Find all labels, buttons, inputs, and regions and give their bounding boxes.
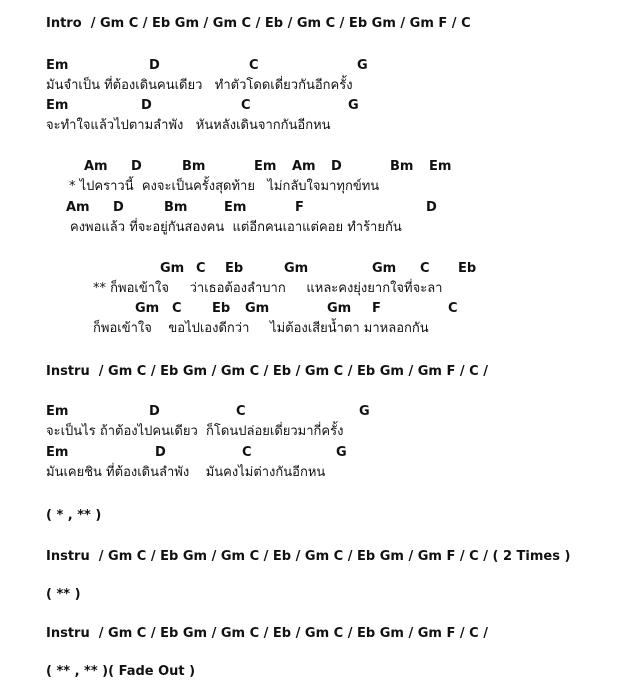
chord-label: Gm	[245, 301, 270, 316]
chorus1-chords-1	[0, 159, 620, 175]
chord-label: Am	[292, 159, 316, 174]
verse2-chords-2	[0, 445, 620, 461]
chorus2-chords-1	[0, 261, 620, 277]
chord-label: Gm	[372, 261, 397, 276]
chorus1-lyric-1: * ไปคราวนี้ คงจะเป็นครั้งสุดท้าย ไม่กลับใจมาทุกข์ทน	[69, 179, 380, 194]
chord-label: Bm	[182, 159, 206, 174]
verse1-chords-2	[0, 98, 620, 114]
chord-label: Am	[84, 159, 108, 174]
instru-line-3: Instru / Gm C / Eb Gm / Gm C / Eb / Gm C / Eb Gm / Gm F / C /	[46, 626, 488, 641]
verse1-chords-1	[0, 58, 620, 74]
chord-label: Bm	[164, 200, 188, 215]
repeat-marker-2: ( ** )	[46, 587, 81, 602]
instru-line-2: Instru / Gm C / Eb Gm / Gm C / Eb / Gm C / Eb Gm / Gm F / C / ( 2 Times )	[46, 549, 571, 564]
chord-label: D	[426, 200, 437, 215]
chord-label: D	[149, 404, 160, 419]
chord-label: C	[172, 301, 182, 316]
chord-label: F	[295, 200, 304, 215]
chord-label: Em	[46, 404, 69, 419]
chord-label: Em	[46, 445, 69, 460]
chord-label: Em	[46, 58, 69, 73]
chord-label: Bm	[390, 159, 414, 174]
chord-label: C	[420, 261, 430, 276]
chord-label: D	[331, 159, 342, 174]
chord-label: C	[241, 98, 251, 113]
chord-label: Eb	[458, 261, 477, 276]
chord-label: G	[336, 445, 347, 460]
chord-label: C	[448, 301, 458, 316]
chord-label: C	[242, 445, 252, 460]
chord-label: Gm	[135, 301, 160, 316]
outro-line: ( ** , ** )( Fade Out )	[46, 664, 196, 679]
chord-label: G	[357, 58, 368, 73]
verse1-lyric-2: จะทำใจแล้วไปตามลำพัง หันหลังเดินจากกันอีกหน	[46, 118, 331, 133]
verse1-lyric-1: มันจำเป็น ที่ต้องเดินคนเดียว ทำตัวโดดเดี่ยวกันอีกครั้ง	[46, 78, 353, 93]
chorus1-chords-2	[0, 200, 620, 216]
instru-line-1: Instru / Gm C / Eb Gm / Gm C / Eb / Gm C / Eb Gm / Gm F / C /	[46, 364, 488, 379]
chord-label: Gm	[284, 261, 309, 276]
chord-label: C	[236, 404, 246, 419]
chord-label: C	[196, 261, 206, 276]
chord-label: Em	[254, 159, 277, 174]
chorus2-chords-2	[0, 301, 620, 317]
verse2-chords-1	[0, 404, 620, 420]
verse2-lyric-1: จะเป็นไร ถ้าต้องไปคนเดียว ก็โดนปล่อยเดี่ยวมากี่ครั้ง	[46, 424, 344, 439]
chord-label: Am	[66, 200, 90, 215]
chord-label: D	[149, 58, 160, 73]
chorus2-lyric-2: ก็พอเข้าใจ ขอไปเองดีกว่า ไม่ต้องเสียน้ำตา มาหลอกกัน	[93, 321, 429, 336]
intro-line: Intro / Gm C / Eb Gm / Gm C / Eb / Gm C / Eb Gm / Gm F / C	[46, 16, 471, 31]
repeat-marker-1: ( * , ** )	[46, 508, 102, 523]
chord-label: Gm	[160, 261, 185, 276]
chord-label: Em	[429, 159, 452, 174]
chord-label: Eb	[212, 301, 231, 316]
chord-label: G	[348, 98, 359, 113]
chord-label: Em	[46, 98, 69, 113]
chord-label: Em	[224, 200, 247, 215]
chord-label: D	[131, 159, 142, 174]
chord-label: D	[155, 445, 166, 460]
chord-label: F	[372, 301, 381, 316]
chord-label: Gm	[327, 301, 352, 316]
chorus1-lyric-2: คงพอแล้ว ที่จะอยู่กันสองคน แต่อีกคนเอาแต่คอย ทำร้ายกัน	[70, 220, 402, 235]
chord-label: G	[359, 404, 370, 419]
chord-label: D	[113, 200, 124, 215]
chord-label: D	[141, 98, 152, 113]
chorus2-lyric-1: ** ก็พอเข้าใจ ว่าเธอต้องลำบาก แหละคงยุ่งยากใจที่จะลา	[93, 281, 443, 296]
verse2-lyric-2: มันเคยชิน ที่ต้องเดินลำพัง มันคงไม่ต่างกันอีกหน	[46, 465, 326, 480]
chord-label: Eb	[225, 261, 244, 276]
chord-label: C	[249, 58, 259, 73]
